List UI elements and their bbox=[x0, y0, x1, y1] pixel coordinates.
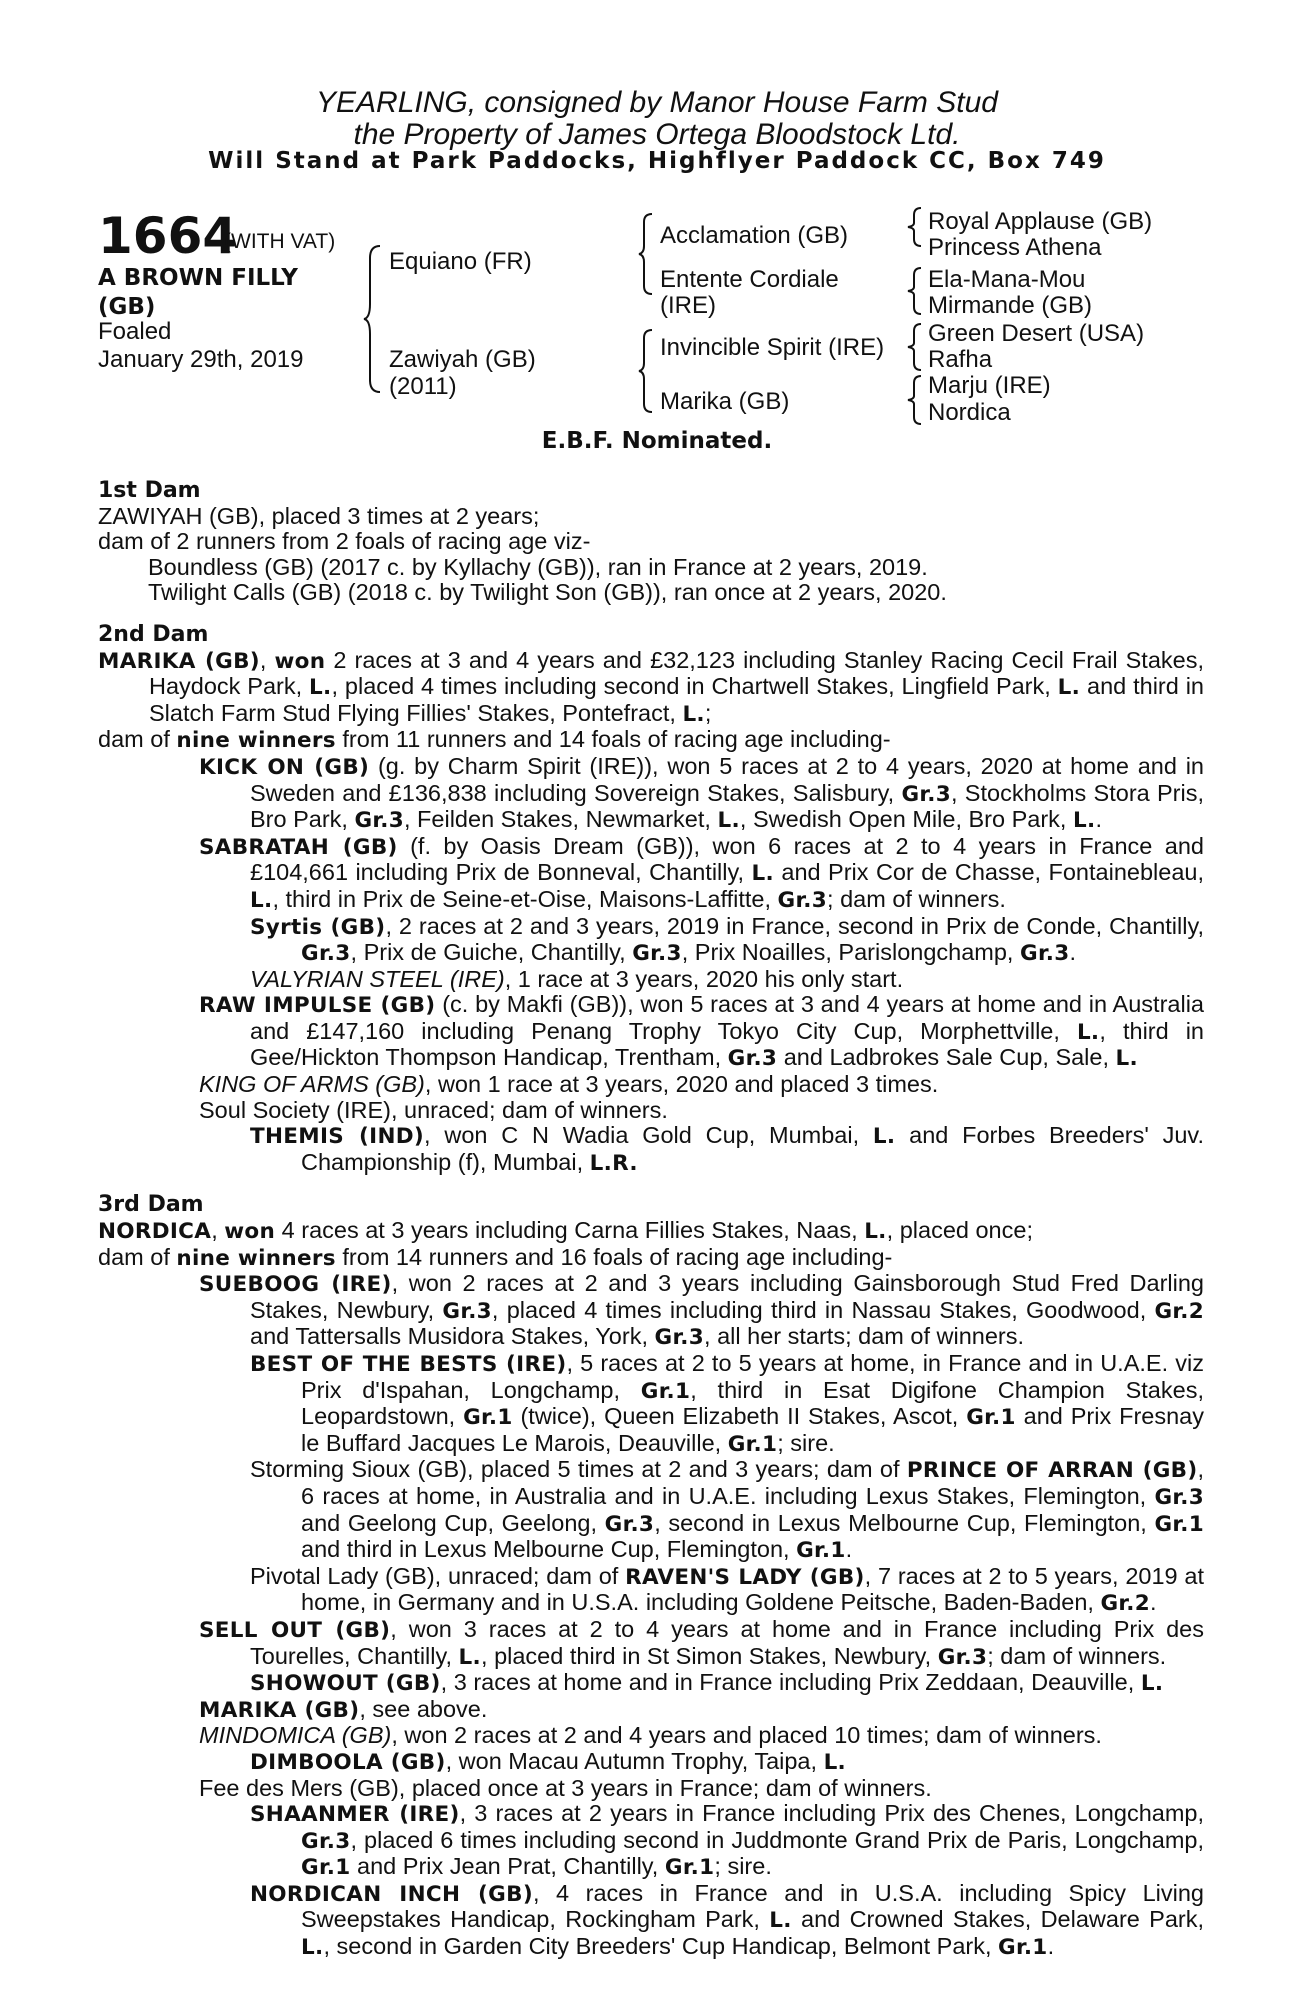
sire-sire: Acclamation (GB) bbox=[660, 222, 849, 249]
sire-sire-sire: Royal Applause (GB) bbox=[928, 208, 1153, 235]
dam-name: Zawiyah (GB) bbox=[389, 346, 536, 373]
lot-number: 1664 bbox=[98, 207, 238, 265]
stabling-line: Will Stand at Park Paddocks, Highflyer Paddock CC, Box 749 bbox=[208, 148, 1106, 174]
sire-name: Equiano (FR) bbox=[389, 248, 532, 275]
third-dam-entry: NORDICA, won 4 races at 3 years including Carna Fillies Stakes, Naas, L., placed once; bbox=[98, 1217, 1033, 1245]
produce-entry: MARIKA (GB), see above. bbox=[199, 1695, 488, 1723]
foaled-label: Foaled bbox=[98, 318, 172, 345]
brace-g3-2 bbox=[906, 266, 924, 316]
produce-entry: Storming Sioux (GB), placed 5 times at 2 and 3 years; dam of PRINCE OF ARRAN (GB), 6 races at home, in Australia and in U.A.E. including Lexus Stakes, Flemington, Gr.3 and Geelong Cup, Geelong, Gr.3, second in Lexus Melbourne Cup, Flemington, Gr.1 and third in Lexus Melbourne Cup, Flemington, Gr.1. bbox=[250, 1456, 1204, 1564]
sire-dam-line1: Entente Cordiale bbox=[660, 266, 839, 293]
brace-g3-4 bbox=[906, 374, 924, 426]
brace-g3-1 bbox=[906, 206, 924, 248]
sire-dam-line2: (IRE) bbox=[660, 292, 716, 319]
produce-entry: Pivotal Lady (GB), unraced; dam of RAVEN'S LADY (GB), 7 races at 2 to 5 years, 2019 at home, in Germany and in U.S.A. including Goldene Peitsche, Baden-Baden, Gr.2. bbox=[250, 1562, 1204, 1617]
sire-dam-sire: Ela-Mana-Mou bbox=[928, 266, 1086, 293]
second-dam-heading: 2nd Dam bbox=[98, 621, 209, 647]
sire-dam-dam: Mirmande (GB) bbox=[928, 292, 1093, 319]
produce-entry: Twilight Calls (GB) (2018 c. by Twilight Son (GB)), ran once at 2 years, 2020. bbox=[148, 579, 947, 606]
produce-entry: VALYRIAN STEEL (IRE), 1 race at 3 years, 2020 his only start. bbox=[250, 965, 904, 992]
ebf-nominated: E.B.F. Nominated. bbox=[541, 428, 773, 454]
lot-sex: A BROWN FILLY bbox=[98, 265, 298, 291]
dam-summary: ZAWIYAH (GB), placed 3 times at 2 years; bbox=[98, 502, 540, 529]
lot-country: (GB) bbox=[98, 294, 156, 320]
lot-description bbox=[98, 264, 348, 322]
produce-entry: Soul Society (IRE), unraced; dam of winners. bbox=[199, 1096, 668, 1123]
produce-entry: KICK ON (GB) (g. by Charm Spirit (IRE)), won 5 races at 2 to 4 years, 2020 at home and in Sweden and £136,838 including Sovereign Stakes, Salisbury, Gr.3, Stockholms Stora Pris, Bro Park, Gr.3, Feilden Stakes, Newmarket, L., Swedish Open Mile, Bro Park, L.. bbox=[199, 752, 1204, 834]
foaled-info bbox=[98, 318, 304, 374]
dam-produce-summary: dam of 2 runners from 2 foals of racing age viz- bbox=[98, 528, 591, 555]
sire-sire-dam: Princess Athena bbox=[928, 234, 1102, 261]
property-line: the Property of James Ortega Bloodstock Ltd. bbox=[353, 118, 961, 151]
dam-sire-dam: Rafha bbox=[928, 346, 993, 373]
produce-entry: SABRATAH (GB) (f. by Oasis Dream (GB)), won 6 races at 2 to 4 years in France and £104,661 including Prix de Bonneval, Chantilly, L. and Prix Cor de Chasse, Fontainebleau, L., third in Prix de Seine-et-Oise, Maisons-Laffitte, Gr.3; dam of winners. bbox=[199, 832, 1204, 913]
third-dam-produce-summary: dam of nine winners from 14 runners and 16 foals of racing age including- bbox=[98, 1243, 893, 1271]
third-dam-heading: 3rd Dam bbox=[98, 1192, 204, 1218]
dam-dam-sire: Marju (IRE) bbox=[928, 372, 1051, 399]
second-dam-entry: MARIKA (GB), won 2 races at 3 and 4 years and £32,123 including Stanley Racing Cecil Frail Stakes, Haydock Park, L., placed 4 times including second in Chartwell Stakes, Lingfield Park, L. and third in Slatch Farm Stud Flying Fillies' Stakes, Pontefract, L.; bbox=[98, 646, 1204, 727]
pedigree-brace-gen1 bbox=[362, 244, 384, 394]
catalogue-text bbox=[98, 478, 1204, 1961]
produce-entry: SHOWOUT (GB), 3 races at home and in France including Prix Zeddaan, Deauville, L. bbox=[250, 1669, 1164, 1697]
dam-dam: Marika (GB) bbox=[660, 388, 790, 415]
produce-entry: SELL OUT (GB), won 3 races at 2 to 4 years at home and in France including Prix des Tourelles, Chantilly, L., placed third in St Simon Stakes, Newbury, Gr.3; dam of winners. bbox=[199, 1615, 1204, 1670]
produce-entry: MINDOMICA (GB), won 2 races at 2 and 4 years and placed 10 times; dam of winners. bbox=[199, 1722, 1102, 1749]
produce-entry: Boundless (GB) (2017 c. by Kyllachy (GB)), ran in France at 2 years, 2019. bbox=[148, 553, 928, 580]
produce-entry: SHAANMER (IRE), 3 races at 2 years in France including Prix des Chenes, Longchamp, Gr.3, placed 6 times including second in Juddmonte Grand Prix de Paris, Longchamp, Gr.1 and Prix Jean Prat, Chantilly, Gr.1; sire. bbox=[250, 1800, 1205, 1881]
first-dam-heading: 1st Dam bbox=[98, 478, 201, 503]
consignor-line: YEARLING, consigned by Manor House Farm Stud bbox=[316, 86, 998, 119]
produce-entry: RAW IMPULSE (GB) (c. by Makfi (GB)), won 5 races at 3 and 4 years at home and in Australia and £147,160 including Penang Trophy Tokyo City Cup, Morphettville, L., third in Gee/Hickton Thompson Handicap, Trentham, Gr.3 and Ladbrokes Sale Cup, Sale, L. bbox=[199, 991, 1204, 1072]
produce-entry: BEST OF THE BESTS (IRE), 5 races at 2 to 5 years at home, in France and in U.A.E. viz Prix d'Ispahan, Longchamp, Gr.1, third in Esat Digifone Champion Stakes, Leopardstown, Gr.1 (twice), Queen Elizabeth II Stakes, Ascot, Gr.1 and Prix Fresnay le Buffard Jacques Le Marois, Deauville, Gr.1; sire. bbox=[250, 1350, 1205, 1457]
brace-g3-3 bbox=[906, 322, 924, 372]
produce-entry: NORDICAN INCH (GB), 4 races in France and in U.S.A. including Spicy Living Sweepstakes Handicap, Rockingham Park, L. and Crowned Stakes, Delaware Park, L., second in Garden City Breeders' Cup Handicap, Belmont Park, Gr.1. bbox=[250, 1879, 1205, 1961]
second-dam-produce-summary: dam of nine winners from 11 runners and 14 foals of racing age including- bbox=[98, 726, 891, 754]
produce-entry: KING OF ARMS (GB), won 1 race at 3 years, 2020 and placed 3 times. bbox=[199, 1071, 939, 1098]
dam-dam-dam: Nordica bbox=[928, 399, 1011, 426]
produce-entry: THEMIS (IND), won C N Wadia Gold Cup, Mumbai, L. and Forbes Breeders' Juv. Championship (f), Mumbai, L.R. bbox=[250, 1122, 1204, 1176]
produce-entry: Fee des Mers (GB), placed once at 3 years in France; dam of winners. bbox=[199, 1774, 932, 1801]
foaled-date: January 29th, 2019 bbox=[98, 346, 304, 373]
pedigree-brace-sire bbox=[637, 212, 655, 296]
produce-entry: SUEBOOG (IRE), won 2 races at 2 and 3 years including Gainsborough Stud Fred Darling Stakes, Newbury, Gr.3, placed 4 times including third in Nassau Stakes, Goodwood, Gr.2 and Tattersalls Musidora Stakes, York, Gr.3, all her starts; dam of winners. bbox=[199, 1270, 1204, 1351]
pedigree-brace-dam bbox=[637, 328, 655, 414]
dam-sire-sire: Green Desert (USA) bbox=[928, 320, 1145, 347]
dam-year: (2011) bbox=[389, 373, 457, 400]
vat-note: (WITH VAT) bbox=[224, 230, 336, 253]
produce-entry: Syrtis (GB), 2 races at 2 and 3 years, 2019 in France, second in Prix de Conde, Chantilly, Gr.3, Prix de Guiche, Chantilly, Gr.3, Prix Noailles, Parislongchamp, Gr.3. bbox=[250, 912, 1204, 967]
dam-sire: Invincible Spirit (IRE) bbox=[660, 334, 885, 361]
produce-entry: DIMBOOLA (GB), won Macau Autumn Trophy, Taipa, L. bbox=[250, 1747, 847, 1775]
